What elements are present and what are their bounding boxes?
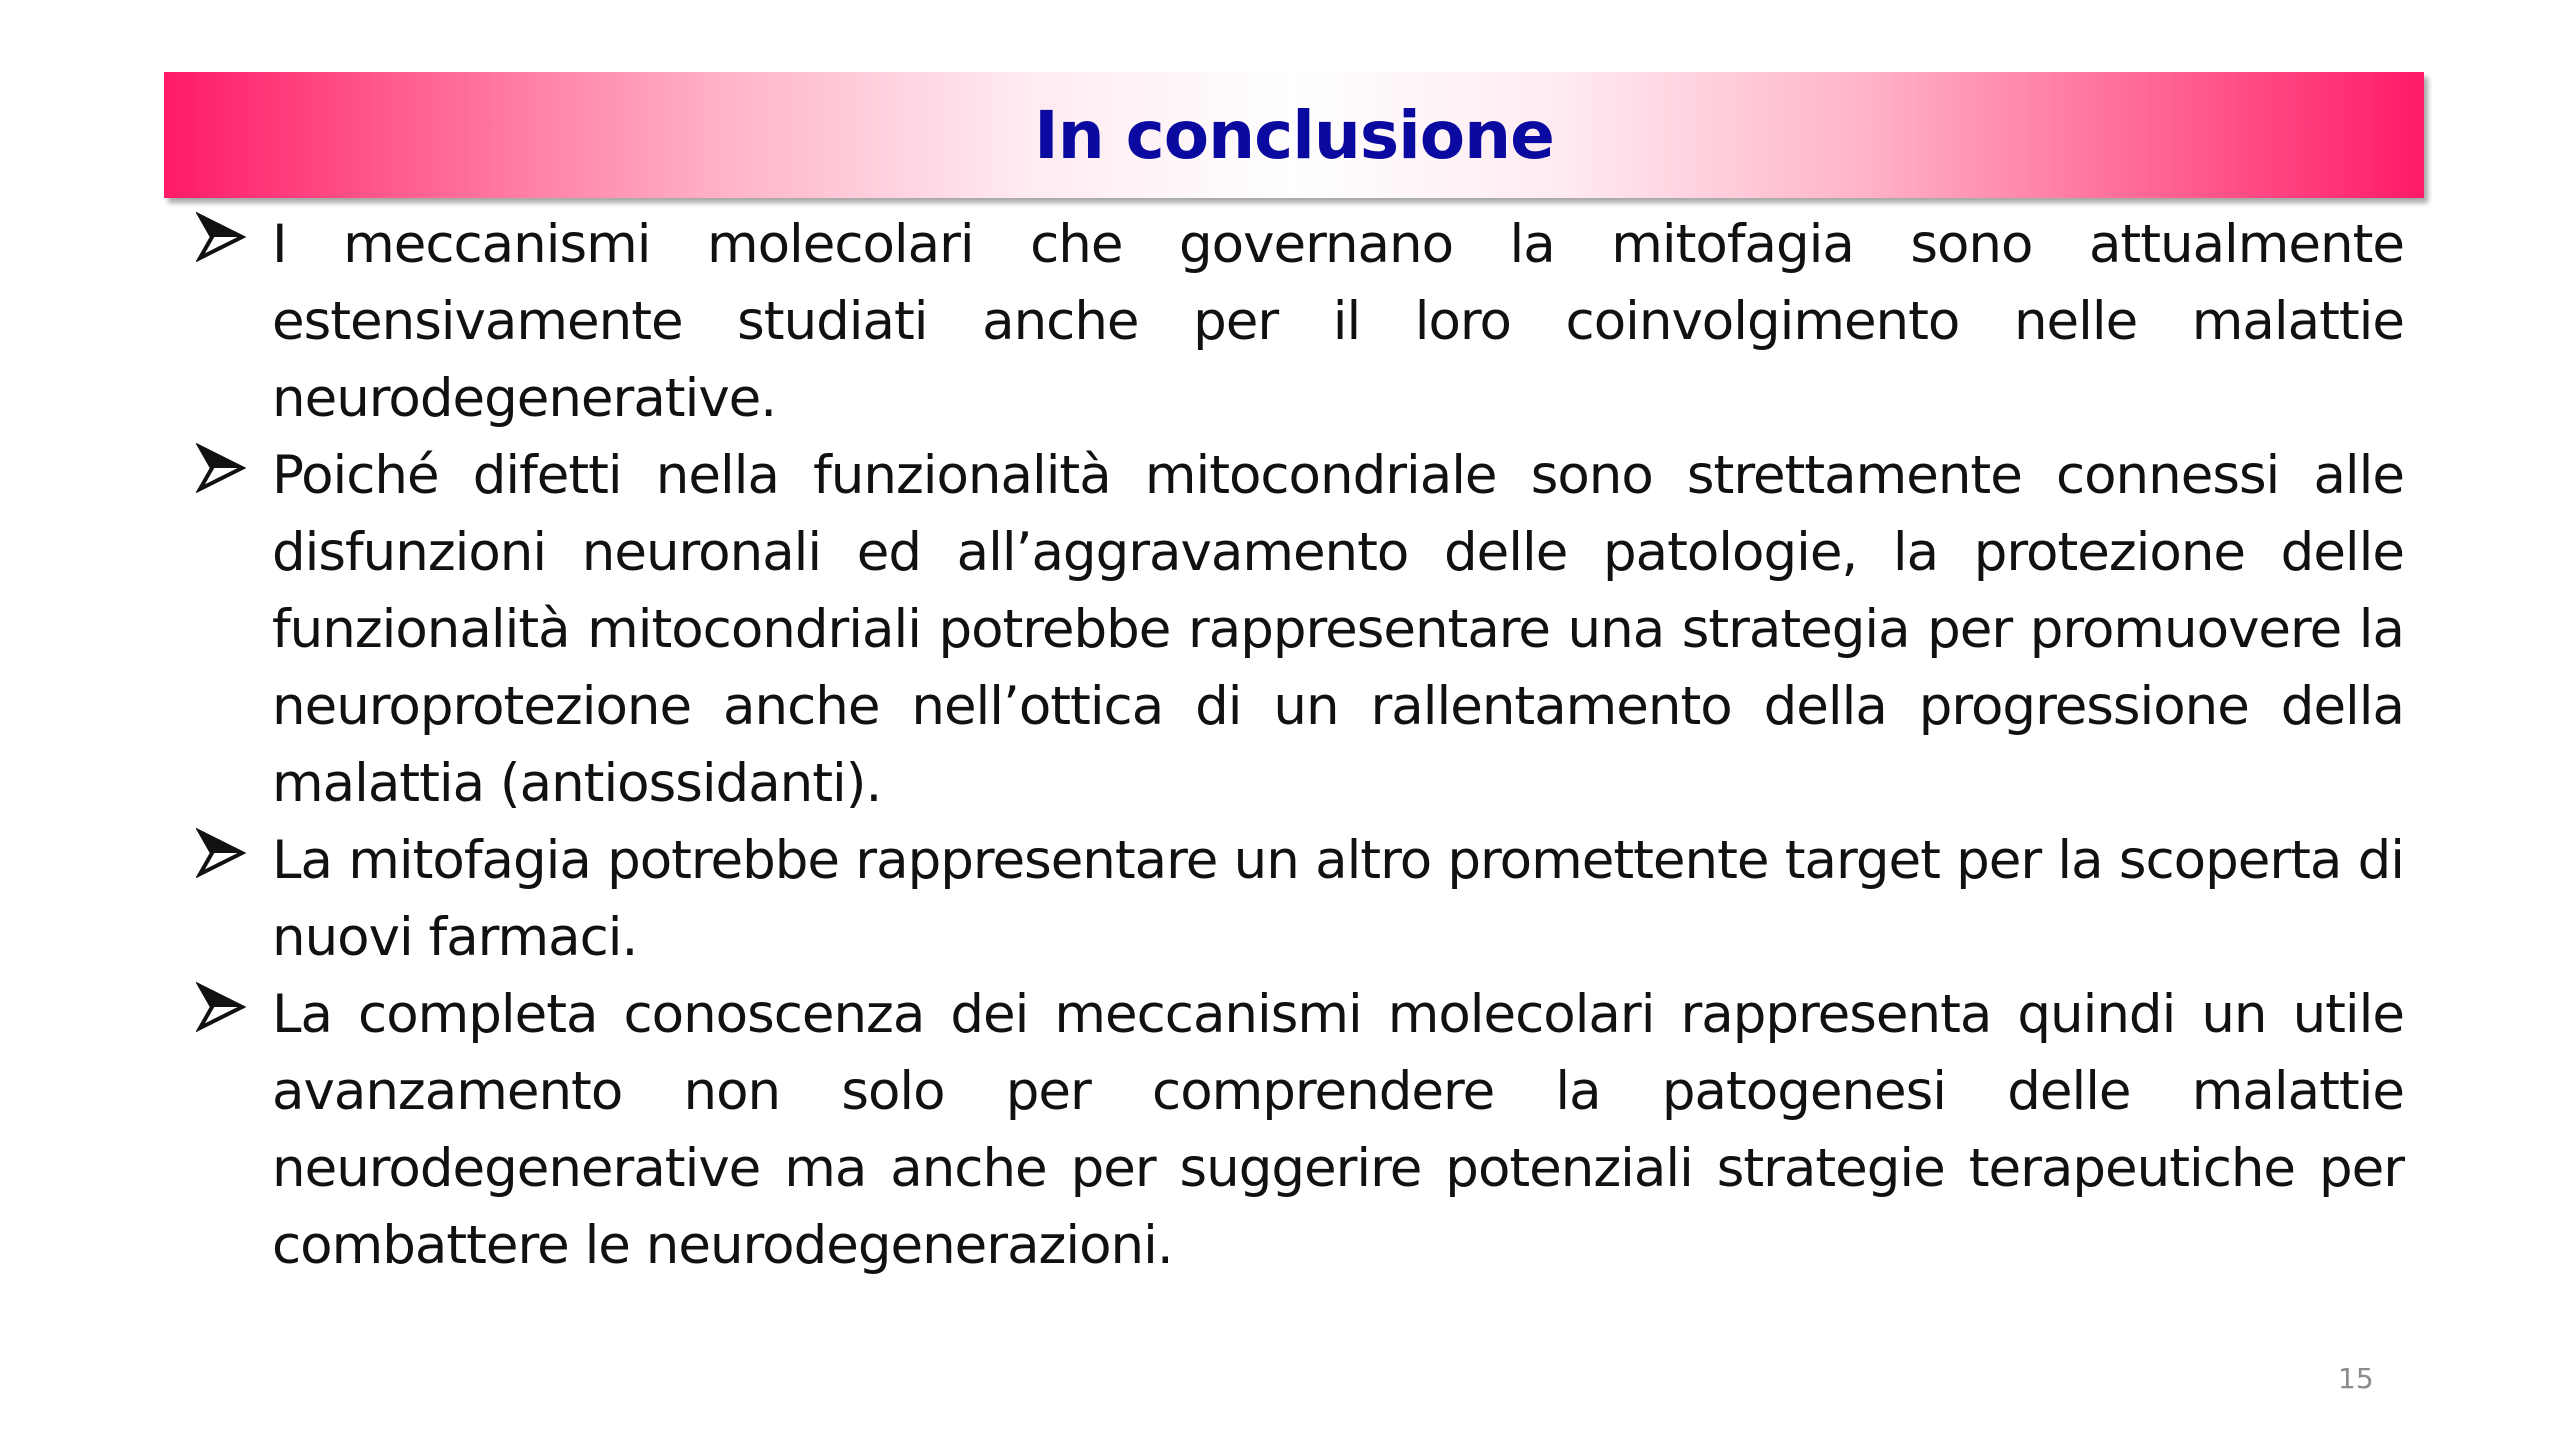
bullet-item (196, 206, 2404, 437)
bullet-item (196, 976, 2404, 1284)
slide-title: In conclusione (1034, 96, 1554, 174)
bullet-text: La completa conoscenza dei meccanismi molecolari rappresenta quindi un utile avanzamento non solo per comprendere la patogenesi delle malattie neurodegenerative ma anche per suggerire potenziali strategie terapeutiche per combattere le neurodegenerazioni. (272, 984, 2404, 1276)
page-number: 15 (2338, 1362, 2374, 1395)
arrowhead-bullet-icon (196, 982, 246, 1032)
bullet-item (196, 822, 2404, 976)
arrowhead-bullet-icon (196, 212, 246, 262)
arrowhead-bullet-icon (196, 828, 246, 878)
bullet-text: La mitofagia potrebbe rappresentare un altro promettente target per la scoperta di nuovi farmaci. (272, 830, 2404, 968)
bullet-list (196, 206, 2404, 1284)
title-bar (164, 72, 2424, 198)
bullet-text: Poiché difetti nella funzionalità mitocondriale sono strettamente connessi alle disfunzioni neuronali ed all’aggravamento delle patologie, la protezione delle funzionalità mitocondriali potrebbe rappresentare una strategia per promuovere la neuroprotezione anche nell’ottica di un rallentamento della progressione della malattia (antiossidanti). (272, 445, 2404, 814)
arrowhead-bullet-icon (196, 443, 246, 493)
bullet-item (196, 437, 2404, 822)
bullet-text: I meccanismi molecolari che governano la mitofagia sono attualmente estensivamente studiati anche per il loro coinvolgimento nelle malattie neurodegenerative. (272, 214, 2404, 429)
